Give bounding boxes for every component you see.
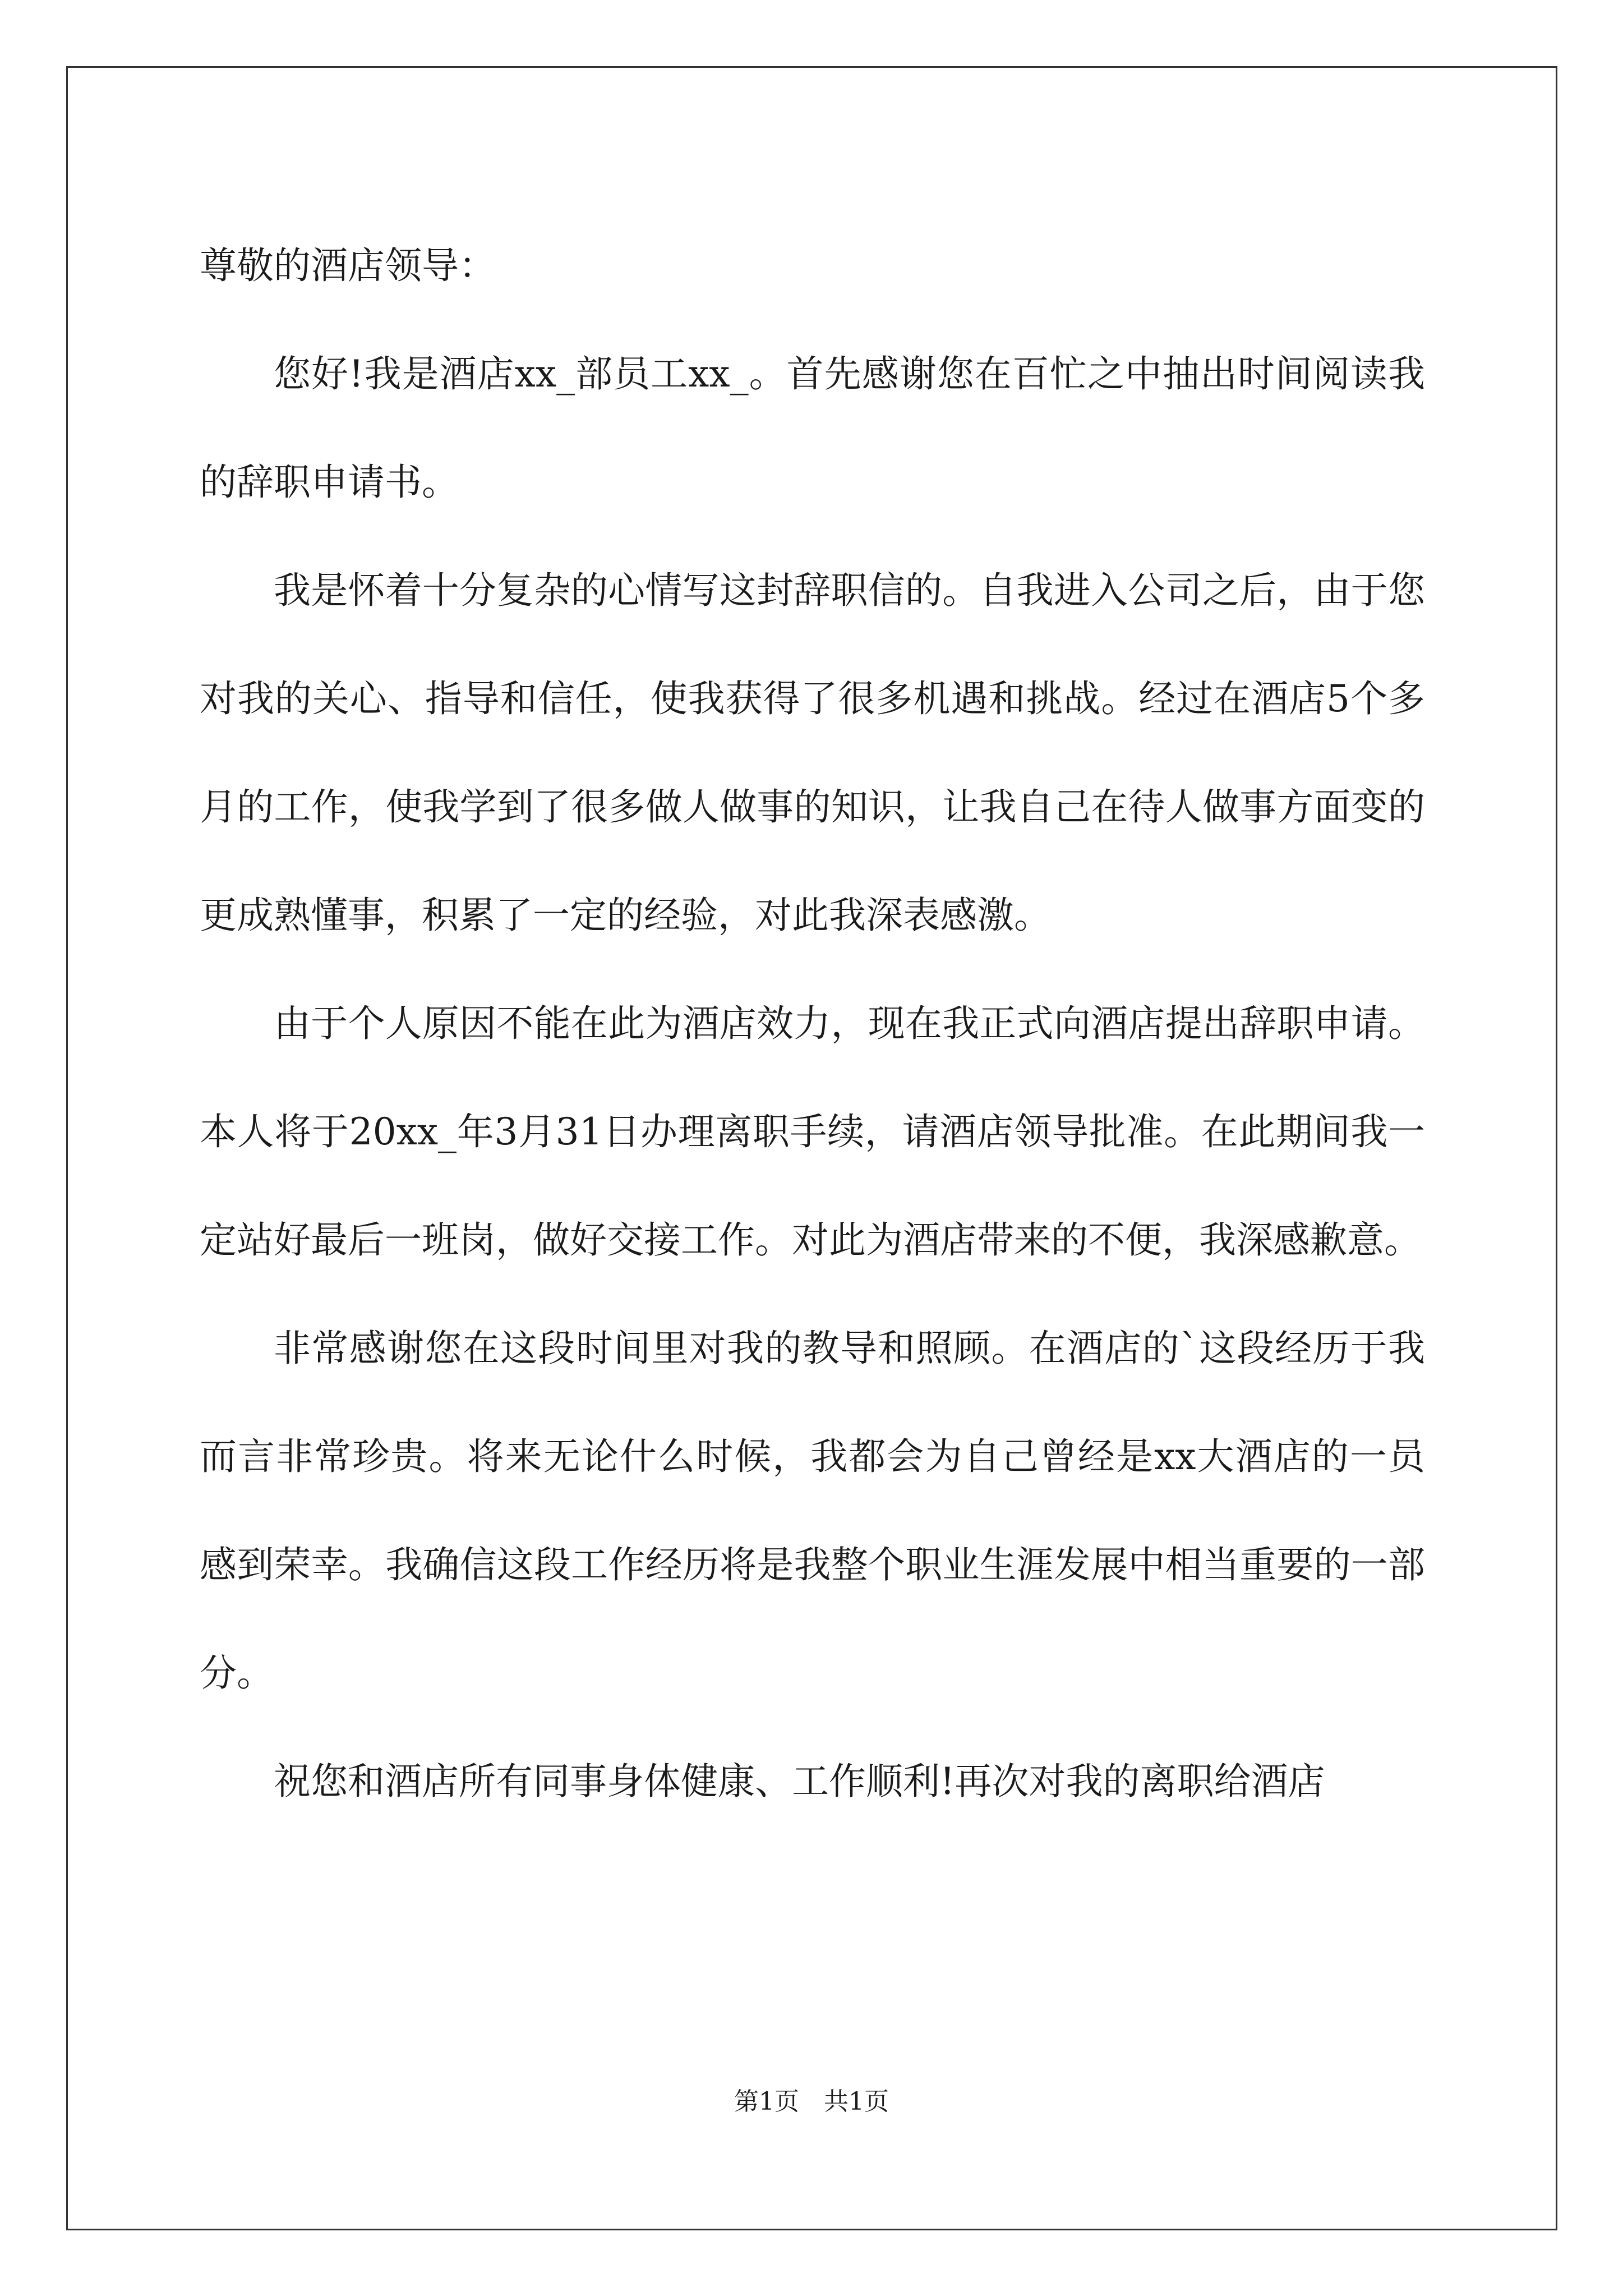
letter-body [200, 211, 1425, 1835]
page-number-footer: 第1页 共1页 [734, 2087, 889, 2116]
paragraph: 祝您和酒店所有同事身体健康、工作顺利!再次对我的离职给酒店 [274, 1760, 1325, 1803]
salutation: 尊敬的酒店领导： [200, 244, 496, 287]
paragraph: 您好!我是酒店xx_部员工xx_。首先感谢您在百忙之中抽出时间阅读我的辞职申请书。 [200, 352, 1425, 504]
paragraph: 非常感谢您在这段时间里对我的教导和照顾。在酒店的`这段经历于我而言非常珍贵。将来无论什么时候，我都会为自己曾经是xx大酒店的一员感到荣幸。我确信这段工作经历将是我整个职业生涯发展中相当重要的一部分。 [200, 1327, 1425, 1695]
paragraph: 由于个人原因不能在此为酒店效力，现在我正式向酒店提出辞职申请。本人将于20xx_年3月31日办理离职手续，请酒店领导批准。在此期间我一定站好最后一班岗，做好交接工作。对此为酒店带来的不便，我深感歉意。 [200, 1002, 1425, 1262]
paragraph: 我是怀着十分复杂的心情写这封辞职信的。自我进入公司之后，由于您对我的关心、指导和信任，使我获得了很多机遇和挑战。经过在酒店5个多月的工作，使我学到了很多做人做事的知识，让我自己在待人做事方面变的更成熟懂事，积累了一定的经验，对此我深表感激。 [200, 569, 1425, 937]
